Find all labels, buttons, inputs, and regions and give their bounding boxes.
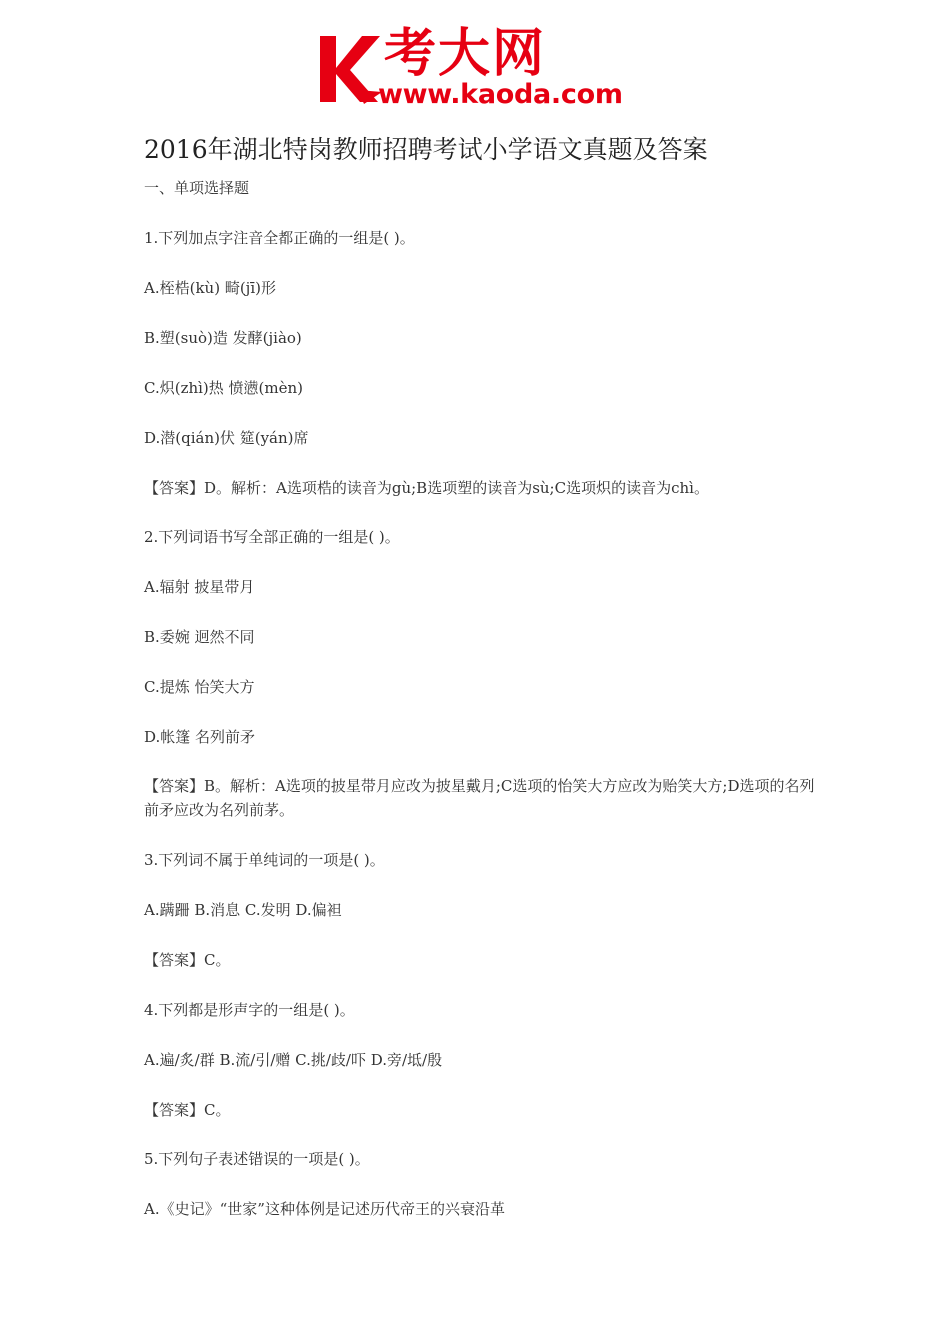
question-1-option-d: D.潜(qián)伏 筵(yán)席 [144,429,309,447]
question-4-options: A.遍/炙/群 B.流/引/赠 C.挑/歧/吓 D.旁/坻/殷 [144,1051,443,1069]
k-logo-icon [318,30,384,104]
question-1-option-c: C.炽(zhì)热 愤懑(mèn) [144,379,304,397]
question-4-answer: 【答案】C。 [144,1101,231,1119]
logo-brand-text: 考大网 [384,24,547,84]
document-title: 2016年湖北特岗教师招聘考试小学语文真题及答案 [144,135,708,164]
question-1-option-a: A.桎梏(kù) 畸(jī)形 [144,279,276,297]
question-4: 4.下列都是形声字的一组是( )。 [144,1001,355,1019]
question-2-option-b: B.委婉 迥然不同 [144,628,255,646]
question-2: 2.下列词语书写全部正确的一组是( )。 [144,528,400,546]
kaoda-logo [318,24,638,112]
question-1-option-b: B.塑(suò)造 发酵(jiào) [144,329,302,347]
question-2-option-d: D.帐篷 名列前矛 [144,728,256,746]
question-3-options: A.蹒跚 B.消息 C.发明 D.偏袒 [144,901,342,919]
section-heading: 一、单项选择题 [144,179,250,197]
question-2-option-c: C.提炼 怡笑大方 [144,678,255,696]
question-3: 3.下列词不属于单纯词的一项是( )。 [144,851,385,869]
question-2-option-a: A.辐射 披星带月 [144,578,255,596]
question-1: 1.下列加点字注音全都正确的一组是( )。 [144,229,415,247]
question-3-answer: 【答案】C。 [144,951,231,969]
question-5: 5.下列句子表述错误的一项是( )。 [144,1150,370,1168]
logo-url-text: www.kaoda.com [378,79,623,110]
question-5-option-a: A.《史记》“世家”这种体例是记述历代帝王的兴衰沿革 [144,1200,505,1218]
question-1-answer: 【答案】D。解析：A选项梏的读音为gù;B选项塑的读音为sù;C选项炽的读音为chì。 [144,479,709,497]
question-2-answer: 【答案】B。解析：A选项的披星带月应改为披星戴月;C选项的怡笑大方应改为贻笑大方;D选项的名列前矛应改为名列前茅。 [144,777,815,819]
